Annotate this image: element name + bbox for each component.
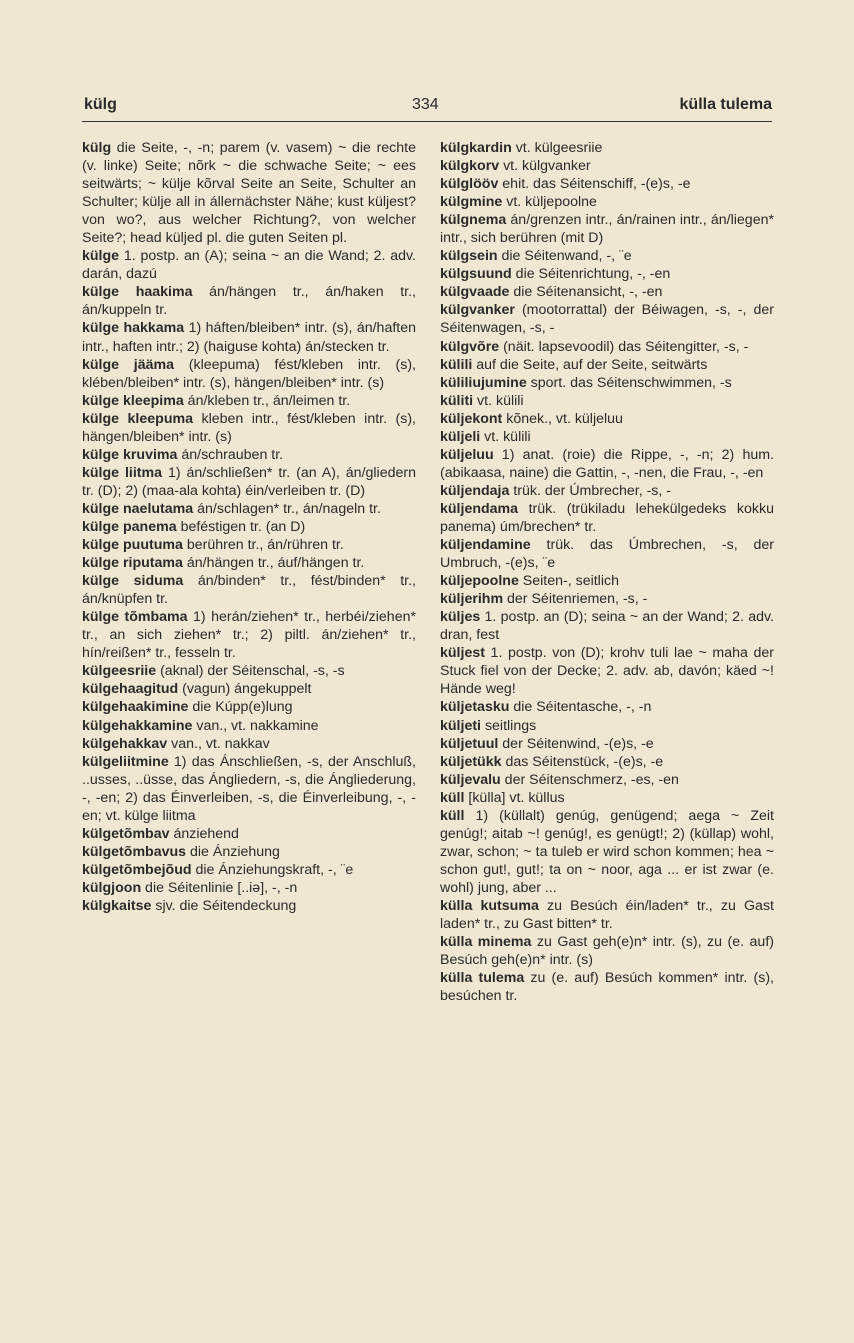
dictionary-entry <box>440 933 774 969</box>
entry-headword: küljeti <box>440 717 481 734</box>
entry-definition: vt. külgvanker <box>499 158 591 175</box>
dictionary-entry <box>440 590 774 608</box>
entry-definition: 1. postp. von (D); krohv tuli lae ~ maha der Stuck fiel von der Decke; 2. adv. ab, davón; käed ~! Hände weg! <box>440 645 774 698</box>
entry-headword: külgetõmbavus <box>82 843 187 860</box>
dictionary-entry <box>82 861 416 879</box>
entry-headword: külgehaakimine <box>82 699 189 716</box>
entry-headword: külge siduma <box>82 573 184 590</box>
entry-headword: külgeliitmine <box>82 753 169 770</box>
entry-headword: külgetõmbejõud <box>82 861 192 878</box>
dictionary-entry <box>82 536 416 554</box>
entry-headword: küljeli <box>440 428 481 445</box>
entry-headword: külge haakima <box>82 284 193 301</box>
entry-definition: (mootorrattal) der Béiwagen, -s, -, der Séitenwagen, -s, - <box>440 302 774 337</box>
dictionary-entry <box>440 789 774 807</box>
dictionary-entry <box>82 753 416 825</box>
dictionary-entry <box>440 392 774 410</box>
entry-headword: külge naelutama <box>82 500 194 517</box>
entry-definition: án/grenzen intr., án/rainen intr., án/liegen* intr., sich berühren (mit D) <box>440 212 774 247</box>
dictionary-entry <box>440 482 774 500</box>
entry-definition: die Seite, -, -n; parem (v. vasem) ~ die rechte (v. linke) Seite; nõrk ~ die schwache Seite; ~ ees seitwärts; ~ külje kõrval Seite an Seite, Schulter an Schulter; külje all in állernächster Nähe; kust küljest? von wo?, aus welcher Richtung?, von welcher Seite?; head küljed pl. die guten Seiten pl. <box>82 140 416 247</box>
dictionary-entry <box>82 662 416 680</box>
dictionary-entry <box>82 464 416 500</box>
dictionary-entry <box>440 356 774 374</box>
entry-headword: külgkardin <box>440 140 512 156</box>
entry-headword: küljetuul <box>440 735 499 752</box>
entry-headword: külla minema <box>440 934 532 951</box>
entry-definition: van., vt. nakkamine <box>192 717 319 734</box>
dictionary-entry <box>440 608 774 644</box>
entry-definition: án/hängen tr., áuf/hängen tr. <box>182 555 365 572</box>
entry-definition: 1) (küllalt) genúg, genügend; aega ~ Zeit genúg!; aitab ~! genúg!, es genügt!; 2) (küllap) wohl, zwar, schon; ~ ta tuleb er wird schon kommen; hea ~ schon gut!, gut!; ta on ~ noor, aga ... er ist zwar (e. wohl) jung, aber ... <box>440 807 774 896</box>
entry-definition: ánziehend <box>169 825 239 842</box>
entry-headword: külge kleepima <box>82 392 184 409</box>
header-rule <box>82 121 772 122</box>
entry-headword: külge puutuma <box>82 537 183 554</box>
entry-definition: der Séitenriemen, -s, - <box>503 591 648 608</box>
entry-definition: (näit. lapsevoodil) das Séitengitter, -s, - <box>499 338 749 355</box>
dictionary-entry <box>440 374 774 392</box>
entry-definition: zu Besúch éin/laden* tr., zu Gast laden* tr., zu Gast bitten* tr. <box>440 897 774 933</box>
dictionary-entry <box>440 301 774 337</box>
entry-definition: trük. (trükiladu lehekülgedeks kokku panema) úm/brechen* tr. <box>440 500 774 535</box>
header-left-guide-word: külg <box>84 96 117 113</box>
entry-headword: külge riputama <box>82 555 183 572</box>
entry-definition: vt. külgeesriie <box>511 140 603 156</box>
entry-definition: án/hängen tr., án/haken tr., án/kuppeln tr. <box>82 284 416 319</box>
dictionary-entry <box>440 175 774 193</box>
entry-headword: küljeluu <box>440 446 494 463</box>
dictionary-entry <box>82 247 416 283</box>
dictionary-entry <box>440 969 774 1005</box>
entry-headword: küljendama <box>440 500 519 517</box>
entry-headword: külge jääma <box>82 356 175 373</box>
dictionary-entry <box>440 265 774 283</box>
dictionary-entry <box>82 392 416 410</box>
page-number: 334 <box>412 96 439 113</box>
entry-definition: ehit. das Séitenschiff, -(e)s, -e <box>498 176 691 193</box>
entry-headword: külgkorv <box>440 158 500 175</box>
dictionary-entry <box>440 717 774 735</box>
entry-headword: külge tõmbama <box>82 609 188 626</box>
entry-headword: küljendamine <box>440 537 531 554</box>
dictionary-entry <box>82 446 416 464</box>
entry-definition: trük. der Úmbrecher, -s, - <box>509 482 672 499</box>
entry-headword: külgsuund <box>440 266 512 283</box>
entry-definition: (aknal) der Séitenschal, -s, -s <box>156 663 345 680</box>
entry-headword: külge liitma <box>82 464 163 481</box>
dictionary-entry <box>440 536 774 572</box>
entry-definition: án/schlagen* tr., án/nageln tr. <box>193 500 381 517</box>
entry-definition: (vagun) ángekuppelt <box>178 681 312 698</box>
entry-definition: 1. postp. an (D); seina ~ an der Wand; 2. adv. dran, fest <box>440 609 774 644</box>
dictionary-entry <box>82 554 416 572</box>
entry-headword: küljekont <box>440 410 503 427</box>
entry-definition: die Kúpp(e)lung <box>188 699 293 716</box>
dictionary-entry <box>440 572 774 590</box>
entry-headword: külgsein <box>440 248 498 265</box>
entry-headword: külgetõmbav <box>82 825 170 842</box>
entry-definition: vt. küljepoolne <box>502 194 597 211</box>
dictionary-entry <box>440 771 774 789</box>
entry-headword: külge panema <box>82 518 177 535</box>
entry-definition: zu (e. auf) Besúch kommen* intr. (s), besúchen tr. <box>440 970 774 1005</box>
entry-headword: külge kruvima <box>82 446 178 463</box>
entry-definition: sport. das Séitenschwimmen, -s <box>526 374 732 391</box>
entry-definition: án/schrauben tr. <box>177 446 284 463</box>
entry-definition: zu Gast geh(e)n* intr. (s), zu (e. auf) Besúch geh(e)n* intr. (s) <box>440 934 774 969</box>
dictionary-entry <box>82 897 416 915</box>
entry-headword: küljendaja <box>440 482 510 499</box>
dictionary-entry <box>82 698 416 716</box>
dictionary-entry <box>82 608 416 662</box>
entry-definition: án/kleben tr., án/leimen tr. <box>183 392 351 409</box>
dictionary-entry <box>440 211 774 247</box>
entry-headword: küljetükk <box>440 753 502 770</box>
entry-definition: trük. das Úmbrechen, -s, der Umbruch, -(e)s, ¨e <box>440 537 774 572</box>
right-column <box>440 139 774 1005</box>
dictionary-entry <box>82 356 416 392</box>
entry-headword: küliliujumine <box>440 374 527 391</box>
entry-headword: külgvõre <box>440 338 500 355</box>
entry-definition: kleben intr., fést/kleben intr. (s), hängen/bleiben* intr. (s) <box>82 410 417 445</box>
entry-definition: das Séitenstück, -(e)s, -e <box>501 753 664 770</box>
dictionary-entry <box>82 843 416 861</box>
entry-headword: küljest <box>440 645 485 662</box>
entry-definition: die Séitenlinie [..iə], -, -n <box>141 879 298 896</box>
entry-definition: seitlings <box>481 717 537 734</box>
dictionary-entry <box>440 753 774 771</box>
entry-definition: van., vt. nakkav <box>167 735 270 752</box>
entry-headword: külgnema <box>440 212 507 229</box>
entry-headword: küll <box>440 789 465 806</box>
dictionary-entry <box>440 446 774 482</box>
dictionary-entry <box>440 410 774 428</box>
entry-definition: 1. postp. an (A); seina ~ an die Wand; 2. adv. darán, dazú <box>82 248 416 283</box>
entry-definition: der Séitenschmerz, -es, -en <box>500 771 679 788</box>
entry-headword: külgmine <box>440 194 503 211</box>
entry-headword: külg <box>82 140 112 156</box>
dictionary-entry <box>440 897 774 933</box>
entry-headword: külge kleepuma <box>82 410 193 427</box>
entry-headword: külgehaagitud <box>82 681 179 698</box>
entry-definition: berühren tr., án/rühren tr. <box>182 537 344 554</box>
dictionary-entry <box>82 500 416 518</box>
entry-headword: külgjoon <box>82 879 142 896</box>
left-column <box>82 139 416 915</box>
entry-definition: (kleepuma) fést/kleben intr. (s), klében/bleiben* intr. (s), hängen/bleiben* intr. (s) <box>82 356 416 391</box>
entry-headword: küljes <box>440 609 481 626</box>
entry-definition: 1) herán/ziehen* tr., herbéi/ziehen* tr., an sich ziehen* tr.; 2) piltl. án/ziehen* tr., hín/reißen* tr., fesseln tr. <box>82 609 416 662</box>
dictionary-entry <box>82 825 416 843</box>
entry-definition: der Séitenwind, -(e)s, -e <box>498 735 654 752</box>
dictionary-entry <box>440 807 774 897</box>
dictionary-entry <box>82 572 416 608</box>
entry-definition: die Ánziehung <box>186 843 280 860</box>
dictionary-entry <box>440 283 774 301</box>
entry-headword: küliti <box>440 392 474 409</box>
dictionary-entry <box>440 157 774 175</box>
entry-definition: [külla] vt. küllus <box>464 789 565 806</box>
entry-definition: Seiten-, seitlich <box>518 573 619 590</box>
dictionary-entry <box>440 500 774 536</box>
entry-headword: külgvaade <box>440 284 510 301</box>
dictionary-entry <box>82 735 416 753</box>
dictionary-entry <box>82 518 416 536</box>
entry-headword: küljepoolne <box>440 573 519 590</box>
entry-definition: die Ánziehungskraft, -, ¨e <box>191 861 354 878</box>
entry-headword: külgehakkav <box>82 735 168 752</box>
entry-headword: külla tulema <box>440 970 525 987</box>
dictionary-entry <box>440 193 774 211</box>
dictionary-entry <box>440 644 774 698</box>
entry-definition: die Séitenansicht, -, -en <box>509 284 663 301</box>
entry-headword: küll <box>440 807 465 824</box>
entry-definition: die Séitenwand, -, ¨e <box>497 248 632 265</box>
entry-definition: án/binden* tr., fést/binden* tr., án/knüpfen tr. <box>82 573 416 608</box>
entry-definition: vt. külili <box>480 428 531 445</box>
dictionary-entry <box>440 698 774 716</box>
dictionary-entry <box>82 879 416 897</box>
entry-definition: auf die Seite, auf der Seite, seitwärts <box>472 356 708 373</box>
entry-definition: 1) das Ánschließen, -s, der Anschluß, ..usses, ..üsse, das Ángliedern, -s, die Ángliederung, -, -en; 2) das Éinverleiben, -s, die Éinverleibung, -, -en; vt. külge liitma <box>82 753 416 824</box>
dictionary-entry <box>82 680 416 698</box>
entry-headword: külili <box>440 356 473 373</box>
dictionary-entry <box>82 319 416 355</box>
header-right-guide-word: külla tulema <box>679 96 772 113</box>
entry-headword: külla kutsuma <box>440 897 539 914</box>
entry-headword: külge <box>82 248 120 265</box>
dictionary-entry <box>440 139 774 157</box>
dictionary-entry <box>440 338 774 356</box>
entry-headword: küljevalu <box>440 771 501 788</box>
entry-definition: 1) án/schließen* tr. (an A), án/gliedern tr. (D); 2) (maa-ala kohta) éin/verleiben tr. (D) <box>82 464 416 499</box>
entry-headword: külgkaitse <box>82 897 152 914</box>
dictionary-entry <box>440 247 774 265</box>
entry-headword: külgeesriie <box>82 663 157 680</box>
dictionary-entry <box>82 410 416 446</box>
entry-definition: die Séitentasche, -, -n <box>509 699 652 716</box>
entry-headword: külge hakkama <box>82 320 185 337</box>
dictionary-entry <box>440 428 774 446</box>
entry-headword: külglööv <box>440 176 499 193</box>
entry-headword: küljetasku <box>440 699 510 716</box>
dictionary-entry <box>82 283 416 319</box>
entry-definition: 1) anat. (roie) die Rippe, -, -n; 2) hum. (abikaasa, naine) die Gattin, -, -nen, die Frau, -, -en <box>440 446 774 481</box>
dictionary-entry <box>440 735 774 753</box>
entry-definition: 1) háften/bleiben* intr. (s), án/haften intr., haften intr.; 2) (haiguse kohta) án/stecken tr. <box>82 320 417 355</box>
entry-definition: beféstigen tr. (an D) <box>176 518 306 535</box>
entry-headword: külgehakkamine <box>82 717 193 734</box>
entry-definition: kõnek., vt. küljeluu <box>502 410 623 427</box>
entry-headword: küljerihm <box>440 591 504 608</box>
dictionary-entry <box>82 139 416 247</box>
entry-definition: sjv. die Séitendeckung <box>151 897 297 914</box>
entry-headword: külgvanker <box>440 302 515 319</box>
entry-definition: vt. külili <box>473 392 524 409</box>
dictionary-entry <box>82 717 416 735</box>
entry-definition: die Séitenrichtung, -, -en <box>511 266 671 283</box>
